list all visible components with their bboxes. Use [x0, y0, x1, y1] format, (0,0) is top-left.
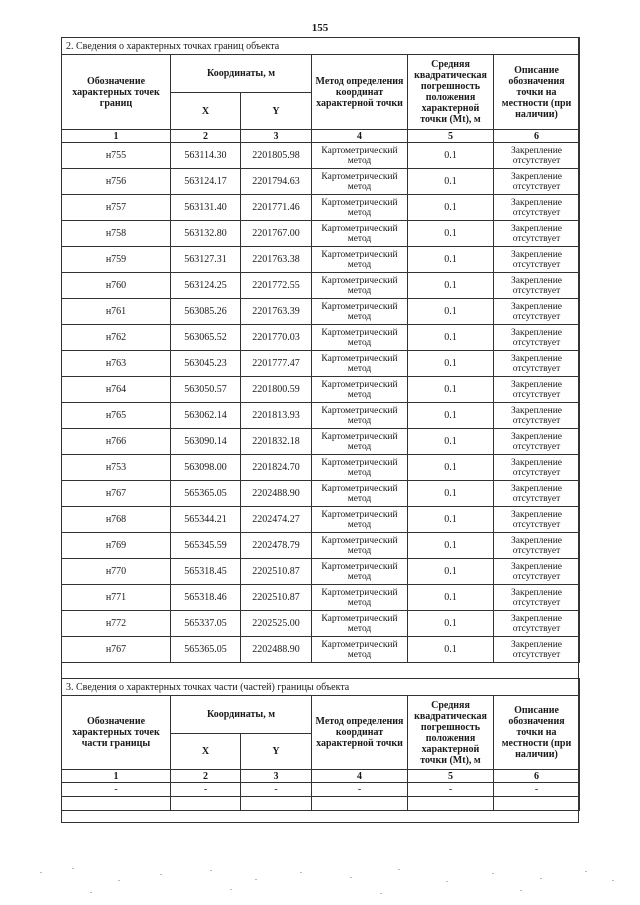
description-cell: Закрепление отсутствует — [494, 273, 580, 299]
x-coordinate-cell: 563127.31 — [171, 247, 241, 273]
error-cell: 0.1 — [408, 455, 494, 481]
description-cell: Закрепление отсутствует — [494, 195, 580, 221]
method-cell: Картометрический метод — [312, 351, 408, 377]
y-coordinate-cell: 2201772.55 — [241, 273, 312, 299]
column-number: 1 — [62, 130, 171, 143]
column-number: 4 — [312, 770, 408, 783]
header-x: X — [171, 734, 241, 770]
point-id-cell: н767 — [62, 637, 171, 663]
y-coordinate-cell: 2201767.00 — [241, 221, 312, 247]
x-coordinate-cell: 563114.30 — [171, 143, 241, 169]
x-coordinate-cell: 563132.80 — [171, 221, 241, 247]
point-id-cell: н759 — [62, 247, 171, 273]
description-cell: Закрепление отсутствует — [494, 299, 580, 325]
part-boundary-points-table — [61, 678, 580, 811]
table-row — [62, 637, 580, 663]
error-cell: 0.1 — [408, 403, 494, 429]
table-row — [62, 585, 580, 611]
method-cell: Картометрический метод — [312, 195, 408, 221]
scan-speck — [90, 892, 92, 893]
scan-speck — [350, 877, 352, 878]
y-coordinate-cell: 2201770.03 — [241, 325, 312, 351]
scan-speck — [398, 869, 400, 870]
empty-cell: - — [312, 783, 408, 797]
method-cell: Картометрический метод — [312, 429, 408, 455]
point-id-cell: н771 — [62, 585, 171, 611]
column-number: 5 — [408, 770, 494, 783]
description-cell: Закрепление отсутствует — [494, 481, 580, 507]
point-id-cell: н772 — [62, 611, 171, 637]
error-cell: 0.1 — [408, 143, 494, 169]
table-row — [62, 221, 580, 247]
table-row — [62, 247, 580, 273]
header-coordinates: Координаты, м — [171, 55, 312, 93]
error-cell: 0.1 — [408, 559, 494, 585]
table-row — [62, 481, 580, 507]
method-cell: Картометрический метод — [312, 247, 408, 273]
error-cell: 0.1 — [408, 377, 494, 403]
method-cell: Картометрический метод — [312, 637, 408, 663]
scan-speck — [612, 880, 614, 881]
blank-cell — [241, 797, 312, 811]
y-coordinate-cell: 2202510.87 — [241, 559, 312, 585]
y-coordinate-cell: 2201794.63 — [241, 169, 312, 195]
error-cell: 0.1 — [408, 507, 494, 533]
error-cell: 0.1 — [408, 299, 494, 325]
y-coordinate-cell: 2202510.87 — [241, 585, 312, 611]
header-error: Средняя квадратическая погрешность положения характерной точки (Mt), м — [408, 696, 494, 770]
empty-cell: - — [408, 783, 494, 797]
point-id-cell: н764 — [62, 377, 171, 403]
point-id-cell: н756 — [62, 169, 171, 195]
column-number: 6 — [494, 770, 580, 783]
point-id-cell: н769 — [62, 533, 171, 559]
point-id-cell: н760 — [62, 273, 171, 299]
table-row — [62, 455, 580, 481]
x-coordinate-cell: 565365.05 — [171, 481, 241, 507]
point-id-cell: н767 — [62, 481, 171, 507]
scan-speck — [230, 889, 232, 890]
scan-speck — [40, 872, 42, 873]
column-number: 3 — [241, 130, 312, 143]
column-number: 5 — [408, 130, 494, 143]
empty-cell: - — [494, 783, 580, 797]
method-cell: Картометрический метод — [312, 325, 408, 351]
header-designation: Обозначение характерных точек части границы — [62, 696, 171, 770]
error-cell: 0.1 — [408, 637, 494, 663]
x-coordinate-cell: 563045.23 — [171, 351, 241, 377]
description-cell: Закрепление отсутствует — [494, 403, 580, 429]
scan-speck — [255, 879, 257, 880]
scan-speck — [492, 873, 494, 874]
x-coordinate-cell: 563124.17 — [171, 169, 241, 195]
x-coordinate-cell: 565345.59 — [171, 533, 241, 559]
table-row — [62, 533, 580, 559]
description-cell: Закрепление отсутствует — [494, 351, 580, 377]
method-cell: Картометрический метод — [312, 585, 408, 611]
method-cell: Картометрический метод — [312, 221, 408, 247]
y-coordinate-cell: 2201800.59 — [241, 377, 312, 403]
point-id-cell: н765 — [62, 403, 171, 429]
description-cell: Закрепление отсутствует — [494, 325, 580, 351]
page-number: 155 — [311, 22, 329, 34]
method-cell: Картометрический метод — [312, 533, 408, 559]
point-id-cell: н757 — [62, 195, 171, 221]
blank-cell — [62, 797, 171, 811]
boundary-points-table — [61, 37, 580, 663]
scan-speck — [540, 878, 542, 879]
x-coordinate-cell: 565318.46 — [171, 585, 241, 611]
y-coordinate-cell: 2201763.38 — [241, 247, 312, 273]
empty-cell: - — [171, 783, 241, 797]
table-row — [62, 377, 580, 403]
error-cell: 0.1 — [408, 247, 494, 273]
description-cell: Закрепление отсутствует — [494, 559, 580, 585]
y-coordinate-cell: 2202478.79 — [241, 533, 312, 559]
description-cell: Закрепление отсутствует — [494, 169, 580, 195]
scan-speck — [160, 874, 162, 875]
x-coordinate-cell: 565365.05 — [171, 637, 241, 663]
scan-speck — [300, 872, 302, 873]
point-id-cell: н761 — [62, 299, 171, 325]
y-coordinate-cell: 2202488.90 — [241, 637, 312, 663]
table-row — [62, 195, 580, 221]
blank-cell — [408, 797, 494, 811]
table-row — [62, 559, 580, 585]
x-coordinate-cell: 563124.25 — [171, 273, 241, 299]
header-y: Y — [241, 734, 312, 770]
column-number: 2 — [171, 770, 241, 783]
header-method: Метод определения координат характерной точки — [312, 55, 408, 130]
x-coordinate-cell: 563050.57 — [171, 377, 241, 403]
scan-speck — [380, 893, 382, 894]
description-cell: Закрепление отсутствует — [494, 377, 580, 403]
method-cell: Картометрический метод — [312, 481, 408, 507]
description-cell: Закрепление отсутствует — [494, 507, 580, 533]
description-cell: Закрепление отсутствует — [494, 611, 580, 637]
x-coordinate-cell: 563085.26 — [171, 299, 241, 325]
point-id-cell: н753 — [62, 455, 171, 481]
x-coordinate-cell: 565344.21 — [171, 507, 241, 533]
table-row — [62, 325, 580, 351]
table-row — [62, 273, 580, 299]
scan-speck — [520, 890, 522, 891]
table-row — [62, 299, 580, 325]
table-row — [62, 143, 580, 169]
header-description: Описание обозначения точки на местности (при наличии) — [494, 696, 580, 770]
header-method: Метод определения координат характерной точки — [312, 696, 408, 770]
y-coordinate-cell: 2201832.18 — [241, 429, 312, 455]
method-cell: Картометрический метод — [312, 507, 408, 533]
error-cell: 0.1 — [408, 585, 494, 611]
error-cell: 0.1 — [408, 351, 494, 377]
x-coordinate-cell: 563098.00 — [171, 455, 241, 481]
method-cell: Картометрический метод — [312, 559, 408, 585]
x-coordinate-cell: 563131.40 — [171, 195, 241, 221]
method-cell: Картометрический метод — [312, 169, 408, 195]
y-coordinate-cell: 2202488.90 — [241, 481, 312, 507]
header-error: Средняя квадратическая погрешность положения характерной точки (Mt), м — [408, 55, 494, 130]
x-coordinate-cell: 565318.45 — [171, 559, 241, 585]
method-cell: Картометрический метод — [312, 377, 408, 403]
y-coordinate-cell: 2202474.27 — [241, 507, 312, 533]
x-coordinate-cell: 563065.52 — [171, 325, 241, 351]
error-cell: 0.1 — [408, 481, 494, 507]
header-designation: Обозначение характерных точек границ — [62, 55, 171, 130]
error-cell: 0.1 — [408, 429, 494, 455]
table-row — [62, 507, 580, 533]
description-cell: Закрепление отсутствует — [494, 429, 580, 455]
y-coordinate-cell: 2201771.46 — [241, 195, 312, 221]
column-number: 4 — [312, 130, 408, 143]
blank-cell — [494, 797, 580, 811]
method-cell: Картометрический метод — [312, 299, 408, 325]
empty-cell: - — [62, 783, 171, 797]
table-row — [62, 611, 580, 637]
description-cell: Закрепление отсутствует — [494, 143, 580, 169]
section-2-title: 2. Сведения о характерных точках границ объекта — [62, 38, 580, 55]
point-id-cell: н762 — [62, 325, 171, 351]
scan-speck — [72, 868, 74, 869]
description-cell: Закрепление отсутствует — [494, 455, 580, 481]
method-cell: Картометрический метод — [312, 455, 408, 481]
error-cell: 0.1 — [408, 169, 494, 195]
column-number: 3 — [241, 770, 312, 783]
description-cell: Закрепление отсутствует — [494, 533, 580, 559]
empty-cell: - — [241, 783, 312, 797]
column-number: 6 — [494, 130, 580, 143]
column-number: 2 — [171, 130, 241, 143]
header-x: X — [171, 93, 241, 130]
error-cell: 0.1 — [408, 221, 494, 247]
y-coordinate-cell: 2201805.98 — [241, 143, 312, 169]
header-coordinates: Координаты, м — [171, 696, 312, 734]
method-cell: Картометрический метод — [312, 273, 408, 299]
error-cell: 0.1 — [408, 325, 494, 351]
header-description: Описание обозначения точки на местности (при наличии) — [494, 55, 580, 130]
method-cell: Картометрический метод — [312, 403, 408, 429]
point-id-cell: н770 — [62, 559, 171, 585]
description-cell: Закрепление отсутствует — [494, 247, 580, 273]
x-coordinate-cell: 563062.14 — [171, 403, 241, 429]
y-coordinate-cell: 2201763.39 — [241, 299, 312, 325]
header-y: Y — [241, 93, 312, 130]
method-cell: Картометрический метод — [312, 143, 408, 169]
blank-cell — [171, 797, 241, 811]
point-id-cell: н768 — [62, 507, 171, 533]
error-cell: 0.1 — [408, 195, 494, 221]
table-row — [62, 429, 580, 455]
error-cell: 0.1 — [408, 273, 494, 299]
table-row — [62, 351, 580, 377]
blank-cell — [312, 797, 408, 811]
description-cell: Закрепление отсутствует — [494, 221, 580, 247]
method-cell: Картометрический метод — [312, 611, 408, 637]
scan-speck — [446, 881, 448, 882]
table-row — [62, 403, 580, 429]
scan-speck — [118, 880, 120, 881]
point-id-cell: н766 — [62, 429, 171, 455]
error-cell: 0.1 — [408, 533, 494, 559]
error-cell: 0.1 — [408, 611, 494, 637]
scan-speck — [585, 871, 587, 872]
point-id-cell: н755 — [62, 143, 171, 169]
x-coordinate-cell: 563090.14 — [171, 429, 241, 455]
column-number: 1 — [62, 770, 171, 783]
description-cell: Закрепление отсутствует — [494, 585, 580, 611]
x-coordinate-cell: 565337.05 — [171, 611, 241, 637]
description-cell: Закрепление отсутствует — [494, 637, 580, 663]
point-id-cell: н763 — [62, 351, 171, 377]
y-coordinate-cell: 2201777.47 — [241, 351, 312, 377]
point-id-cell: н758 — [62, 221, 171, 247]
y-coordinate-cell: 2201813.93 — [241, 403, 312, 429]
scan-speck — [210, 870, 212, 871]
y-coordinate-cell: 2202525.00 — [241, 611, 312, 637]
y-coordinate-cell: 2201824.70 — [241, 455, 312, 481]
table-row — [62, 169, 580, 195]
section-3-title: 3. Сведения о характерных точках части (частей) границы объекта — [62, 679, 580, 696]
